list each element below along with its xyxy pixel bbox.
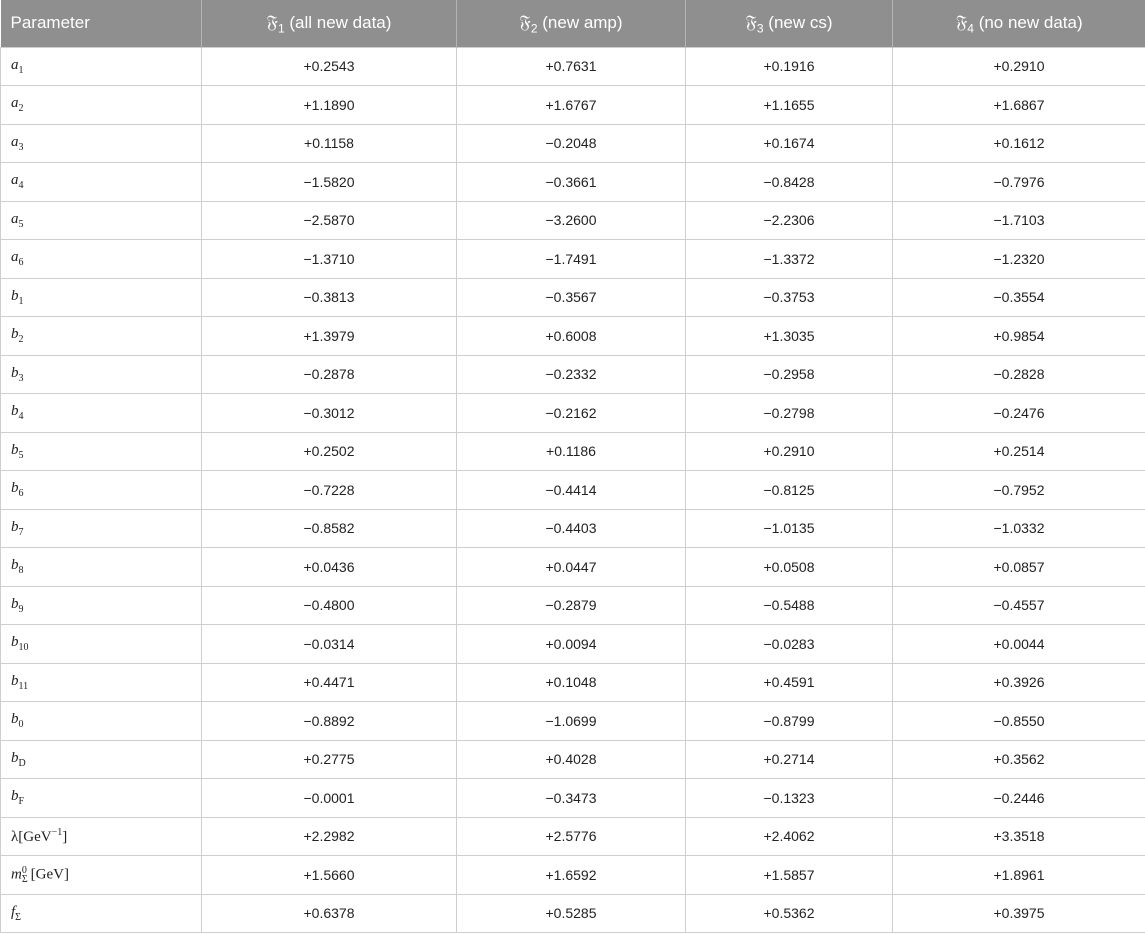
value-cell-fit-1: −0.0001: [202, 779, 457, 818]
param-symbol: a: [11, 249, 19, 266]
table-row: [1, 317, 1145, 356]
param-symbol: b: [11, 403, 19, 420]
table-row: [1, 817, 1145, 856]
value-cell-fit-1: +0.4471: [202, 663, 457, 702]
value-cell-fit-4: +3.3518: [893, 817, 1145, 856]
value-cell-fit-3: −0.2958: [686, 355, 893, 394]
value-cell-fit-4: −1.2320: [893, 240, 1145, 279]
value-cell-fit-4: −0.2476: [893, 394, 1145, 433]
param-symbol: λ: [11, 828, 19, 845]
table-row: [1, 702, 1145, 741]
value-cell-fit-3: +0.1674: [686, 124, 893, 163]
fit-symbol: 𝔉: [519, 11, 531, 33]
value-cell-fit-3: +0.2714: [686, 740, 893, 779]
param-unit: [GeV: [18, 828, 52, 845]
value-cell-fit-4: +1.6867: [893, 86, 1145, 125]
param-symbol: b: [11, 595, 19, 612]
value-cell-fit-4: −0.7952: [893, 471, 1145, 510]
value-cell-fit-2: +0.7631: [457, 47, 686, 86]
value-cell-fit-1: −0.3813: [202, 278, 457, 317]
table-row: [1, 124, 1145, 163]
value-cell-fit-2: +0.4028: [457, 740, 686, 779]
param-symbol: b: [11, 634, 19, 651]
param-sub: Σ: [15, 911, 21, 923]
value-cell-fit-2: −0.2879: [457, 586, 686, 625]
parameter-cell: [1, 432, 202, 471]
header-fit-1: [202, 0, 457, 47]
param-symbol: f: [11, 903, 16, 920]
value-cell-fit-4: −0.8550: [893, 702, 1145, 741]
value-cell-fit-2: −0.4403: [457, 509, 686, 548]
param-symbol: b: [11, 364, 19, 381]
table-row: [1, 856, 1145, 895]
fit-description: (no new data): [978, 12, 1083, 32]
value-cell-fit-1: −0.2878: [202, 355, 457, 394]
header-parameter: Parameter: [1, 0, 202, 47]
table-row: [1, 663, 1145, 702]
value-cell-fit-1: −0.7228: [202, 471, 457, 510]
param-sub: 3: [18, 141, 24, 153]
parameter-cell: [1, 47, 202, 86]
param-sub: 9: [18, 603, 24, 615]
table-row: [1, 586, 1145, 625]
param-sub: 7: [18, 526, 24, 538]
table-row: [1, 509, 1145, 548]
parameter-cell: [1, 163, 202, 202]
param-sub: F: [18, 796, 25, 808]
value-cell-fit-3: +0.1916: [686, 47, 893, 86]
value-cell-fit-2: −0.2048: [457, 124, 686, 163]
parameter-cell: [1, 509, 202, 548]
parameter-cell: [1, 817, 202, 856]
param-sub: Σ: [21, 873, 28, 885]
value-cell-fit-4: +1.8961: [893, 856, 1145, 895]
value-cell-fit-2: −0.2162: [457, 394, 686, 433]
value-cell-fit-1: +1.1890: [202, 86, 457, 125]
table-row: [1, 86, 1145, 125]
param-symbol: b: [11, 326, 19, 343]
param-sub: 5: [18, 218, 24, 230]
value-cell-fit-2: +0.1186: [457, 432, 686, 471]
value-cell-fit-2: +1.6767: [457, 86, 686, 125]
value-cell-fit-3: −0.8428: [686, 163, 893, 202]
table-row: [1, 625, 1145, 664]
value-cell-fit-4: +0.2514: [893, 432, 1145, 471]
param-sup: −1: [51, 826, 63, 838]
value-cell-fit-4: −1.0332: [893, 509, 1145, 548]
header-row: [1, 0, 1145, 47]
param-symbol: b: [11, 518, 19, 535]
fit-index: 1: [277, 20, 285, 35]
value-cell-fit-3: +1.3035: [686, 317, 893, 356]
parameter-cell: [1, 394, 202, 433]
param-unit-close: ]: [62, 828, 68, 845]
parameter-cell: [1, 894, 202, 933]
table-row: [1, 278, 1145, 317]
value-cell-fit-3: +0.2910: [686, 432, 893, 471]
fit-symbol: 𝔉: [266, 11, 278, 33]
table-row: [1, 740, 1145, 779]
param-sub: 3: [18, 372, 24, 384]
param-sub: 1: [18, 295, 24, 307]
value-cell-fit-1: +0.0436: [202, 548, 457, 587]
param-sub: 11: [18, 680, 29, 692]
param-sub: 2: [18, 103, 24, 115]
param-sub: 8: [18, 565, 24, 577]
param-sup: 0: [21, 864, 27, 876]
table-row: [1, 47, 1145, 86]
value-cell-fit-3: −0.3753: [686, 278, 893, 317]
value-cell-fit-1: −1.5820: [202, 163, 457, 202]
param-sub: 6: [18, 488, 24, 500]
table-row: [1, 163, 1145, 202]
parameter-cell: [1, 702, 202, 741]
value-cell-fit-4: −1.7103: [893, 201, 1145, 240]
fit-index: 3: [756, 20, 764, 35]
table-row: [1, 201, 1145, 240]
value-cell-fit-4: +0.3926: [893, 663, 1145, 702]
table-row: [1, 471, 1145, 510]
value-cell-fit-3: +1.5857: [686, 856, 893, 895]
param-symbol: b: [11, 749, 19, 766]
table-row: [1, 894, 1145, 933]
parameter-cell: [1, 201, 202, 240]
parameter-cell: [1, 278, 202, 317]
value-cell-fit-4: +0.1612: [893, 124, 1145, 163]
value-cell-fit-4: +0.3562: [893, 740, 1145, 779]
value-cell-fit-2: −1.7491: [457, 240, 686, 279]
param-symbol: m: [11, 866, 22, 883]
value-cell-fit-2: +0.5285: [457, 894, 686, 933]
param-symbol: a: [11, 56, 19, 73]
param-symbol: a: [11, 210, 19, 227]
value-cell-fit-4: −0.3554: [893, 278, 1145, 317]
value-cell-fit-2: +0.6008: [457, 317, 686, 356]
fit-index: 2: [530, 20, 538, 35]
value-cell-fit-1: +0.1158: [202, 124, 457, 163]
value-cell-fit-4: +0.2910: [893, 47, 1145, 86]
table-row: [1, 394, 1145, 433]
parameter-cell: [1, 663, 202, 702]
value-cell-fit-4: −0.2828: [893, 355, 1145, 394]
value-cell-fit-1: +1.5660: [202, 856, 457, 895]
param-symbol: a: [11, 95, 19, 112]
param-sub: 10: [18, 642, 29, 654]
param-sub: 4: [18, 411, 24, 423]
header-fit-4: [893, 0, 1145, 47]
value-cell-fit-3: +0.4591: [686, 663, 893, 702]
param-sub: 2: [18, 334, 24, 346]
value-cell-fit-1: −0.4800: [202, 586, 457, 625]
parameter-cell: [1, 317, 202, 356]
value-cell-fit-2: −1.0699: [457, 702, 686, 741]
param-sub: 4: [18, 180, 24, 192]
value-cell-fit-1: +0.2775: [202, 740, 457, 779]
value-cell-fit-3: −0.0283: [686, 625, 893, 664]
parameter-cell: [1, 779, 202, 818]
value-cell-fit-1: +0.6378: [202, 894, 457, 933]
value-cell-fit-2: +2.5776: [457, 817, 686, 856]
table-row: [1, 240, 1145, 279]
param-symbol: b: [11, 711, 19, 728]
parameter-cell: [1, 625, 202, 664]
value-cell-fit-3: −0.5488: [686, 586, 893, 625]
table-row: [1, 432, 1145, 471]
parameter-cell: [1, 355, 202, 394]
table-row: [1, 355, 1145, 394]
param-sub: D: [18, 757, 26, 769]
value-cell-fit-2: −0.3661: [457, 163, 686, 202]
value-cell-fit-4: −0.4557: [893, 586, 1145, 625]
value-cell-fit-2: +1.6592: [457, 856, 686, 895]
parameter-cell: [1, 240, 202, 279]
fit-index: 4: [967, 20, 974, 35]
param-sub: 5: [18, 449, 24, 461]
value-cell-fit-1: −0.8582: [202, 509, 457, 548]
param-symbol: b: [11, 287, 19, 304]
param-symbol: b: [11, 672, 19, 689]
value-cell-fit-3: −1.0135: [686, 509, 893, 548]
value-cell-fit-3: −1.3372: [686, 240, 893, 279]
fit-description: (new cs): [768, 12, 833, 32]
param-symbol: a: [11, 172, 19, 189]
value-cell-fit-2: −0.3567: [457, 278, 686, 317]
value-cell-fit-1: +1.3979: [202, 317, 457, 356]
param-sub: 0: [18, 719, 24, 731]
table-row: [1, 779, 1145, 818]
value-cell-fit-4: −0.2446: [893, 779, 1145, 818]
value-cell-fit-1: −0.8892: [202, 702, 457, 741]
param-unit: [GeV]: [30, 866, 69, 883]
header-fit-3: [686, 0, 893, 47]
param-symbol: b: [11, 557, 19, 574]
table-body: [1, 47, 1145, 933]
value-cell-fit-3: −0.2798: [686, 394, 893, 433]
value-cell-fit-2: +0.0447: [457, 548, 686, 587]
param-symbol: b: [11, 480, 19, 497]
value-cell-fit-1: −0.3012: [202, 394, 457, 433]
value-cell-fit-2: −3.2600: [457, 201, 686, 240]
param-symbol: a: [11, 133, 19, 150]
value-cell-fit-4: +0.0044: [893, 625, 1145, 664]
value-cell-fit-3: −0.8799: [686, 702, 893, 741]
value-cell-fit-4: +0.3975: [893, 894, 1145, 933]
value-cell-fit-2: +0.0094: [457, 625, 686, 664]
value-cell-fit-3: +0.0508: [686, 548, 893, 587]
value-cell-fit-3: +0.5362: [686, 894, 893, 933]
param-symbol: b: [11, 788, 19, 805]
value-cell-fit-2: −0.3473: [457, 779, 686, 818]
parameter-cell: [1, 471, 202, 510]
table-row: [1, 548, 1145, 587]
value-cell-fit-4: +0.9854: [893, 317, 1145, 356]
parameter-cell: [1, 856, 202, 895]
value-cell-fit-4: +0.0857: [893, 548, 1145, 587]
fit-symbol: 𝔉: [955, 11, 968, 33]
value-cell-fit-3: +2.4062: [686, 817, 893, 856]
param-sub: 6: [18, 257, 24, 269]
fit-description: (new amp): [542, 12, 623, 32]
value-cell-fit-3: −2.2306: [686, 201, 893, 240]
value-cell-fit-3: −0.1323: [686, 779, 893, 818]
value-cell-fit-1: −2.5870: [202, 201, 457, 240]
value-cell-fit-1: +0.2502: [202, 432, 457, 471]
parameter-cell: [1, 124, 202, 163]
param-sub: 1: [18, 64, 24, 76]
parameter-cell: [1, 548, 202, 587]
value-cell-fit-4: −0.7976: [893, 163, 1145, 202]
value-cell-fit-3: +1.1655: [686, 86, 893, 125]
fit-symbol: 𝔉: [745, 11, 757, 33]
value-cell-fit-1: −0.0314: [202, 625, 457, 664]
value-cell-fit-3: −0.8125: [686, 471, 893, 510]
parameter-cell: [1, 586, 202, 625]
value-cell-fit-1: −1.3710: [202, 240, 457, 279]
parameter-cell: [1, 740, 202, 779]
header-fit-2: [457, 0, 686, 47]
value-cell-fit-1: +2.2982: [202, 817, 457, 856]
value-cell-fit-1: +0.2543: [202, 47, 457, 86]
value-cell-fit-2: +0.1048: [457, 663, 686, 702]
value-cell-fit-2: −0.2332: [457, 355, 686, 394]
param-symbol: b: [11, 441, 19, 458]
value-cell-fit-2: −0.4414: [457, 471, 686, 510]
fit-description: (all new data): [289, 12, 392, 32]
parameter-cell: [1, 86, 202, 125]
